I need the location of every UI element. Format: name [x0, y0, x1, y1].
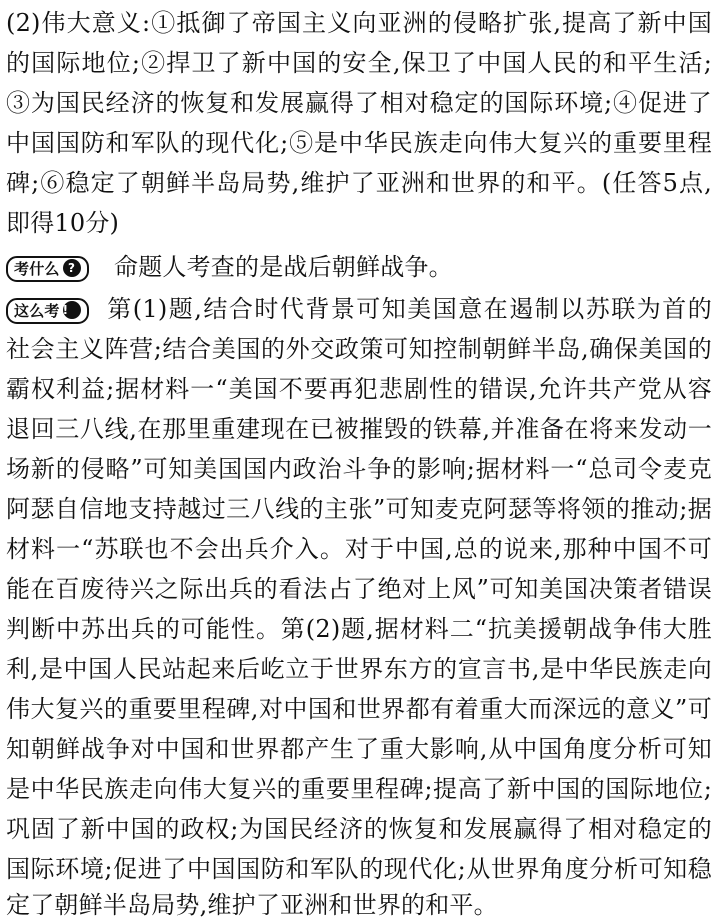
- section2-line-2: 的国际地位;②捍卫了新中国的安全,保卫了中国人民的和平生活;: [6, 49, 712, 77]
- kaoshenme-badge-label: 考什么: [14, 259, 60, 278]
- question-mark-icon: ?: [63, 259, 81, 277]
- zhemekao-badge: [6, 298, 89, 324]
- zhemekao-line-15: 定了朝鲜半岛局势,维护了亚洲和世界的和平。: [6, 891, 498, 919]
- zhemekao-line-3: 退回三八线,在那里重建现在已被摧毁的铁幕,并准备在将来发动一: [6, 415, 712, 443]
- zhemekao-line-7: 能在百废待兴之际出兵的看法占了绝对上风”可知美国决策者错误: [6, 575, 712, 603]
- zhemekao-line-4: 场新的侵略”可知美国国内政治斗争的影响;据材料一“总司令麦克: [6, 455, 712, 483]
- zhemekao-badge-wrap: [6, 290, 106, 328]
- kaoshenme-badge-wrap: [6, 248, 114, 286]
- section2-line-3: ③为国民经济的恢复和发展赢得了相对稳定的国际环境;④促进了: [6, 89, 712, 117]
- zhemekao-badge-label: 这么考: [14, 301, 60, 320]
- zhemekao-line-14: 国际环境;促进了中国国防和军队的现代化;从世界角度分析可知稳: [6, 855, 712, 883]
- zhemekao-line-10: 伟大复兴的重要里程碑,对中国和世界都有着重大而深远的意义”可: [6, 695, 712, 723]
- section2-line-4: 中国国防和军队的现代化;⑤是中华民族走向伟大复兴的重要里程: [6, 129, 712, 157]
- zhemekao-line-13: 巩固了新中国的政权;为国民经济的恢复和发展赢得了相对稳定的: [6, 815, 712, 843]
- zhemekao-line-11: 知朝鲜战争对中国和世界都产生了重大影响,从中国角度分析可知: [6, 735, 712, 763]
- zhemekao-line-8: 判断中苏出兵的可能性。第(2)题,据材料二“抗美援朝战争伟大胜: [6, 615, 712, 643]
- kaoshenme-text: 命题人考查的是战后朝鲜战争。: [114, 253, 453, 281]
- section2-line-5: 碑;⑥稳定了朝鲜半岛局势,维护了亚洲和世界的和平。(任答5点,: [6, 169, 712, 197]
- zhemekao-first-line: 第(1)题,结合时代背景可知美国意在遏制以苏联为首的: [106, 295, 712, 323]
- zhemekao-line-12: 是中华民族走向伟大复兴的重要里程碑;提高了新中国的国际地位;: [6, 775, 712, 803]
- kaoshenme-row: [6, 248, 712, 286]
- zhemekao-line-9: 利,是中国人民站起来后屹立于世界东方的宣言书,是中华民族走向: [6, 655, 712, 683]
- kaoshenme-badge: [6, 256, 89, 282]
- zhemekao-line-5: 阿瑟自信地支持越过三八线的主张”可知麦克阿瑟等将领的推动;据: [6, 495, 712, 523]
- zhemekao-row: [6, 290, 712, 328]
- zhemekao-line-2: 霸权利益;据材料一“美国不要再犯悲剧性的错误,允许共产党从容: [6, 375, 712, 403]
- zhemekao-line-6: 材料一“苏联也不会出兵介入。对于中国,总的说来,那种中国不可: [6, 535, 712, 563]
- section2-line-1: (2)伟大意义:①抵御了帝国主义向亚洲的侵略扩张,提高了新中国: [6, 9, 712, 37]
- section2-line-6: 即得10分): [6, 209, 120, 237]
- exclamation-icon: !: [63, 301, 81, 319]
- zhemekao-line-1: 社会主义阵营;结合美国的外交政策可知控制朝鲜半岛,确保美国的: [6, 335, 712, 363]
